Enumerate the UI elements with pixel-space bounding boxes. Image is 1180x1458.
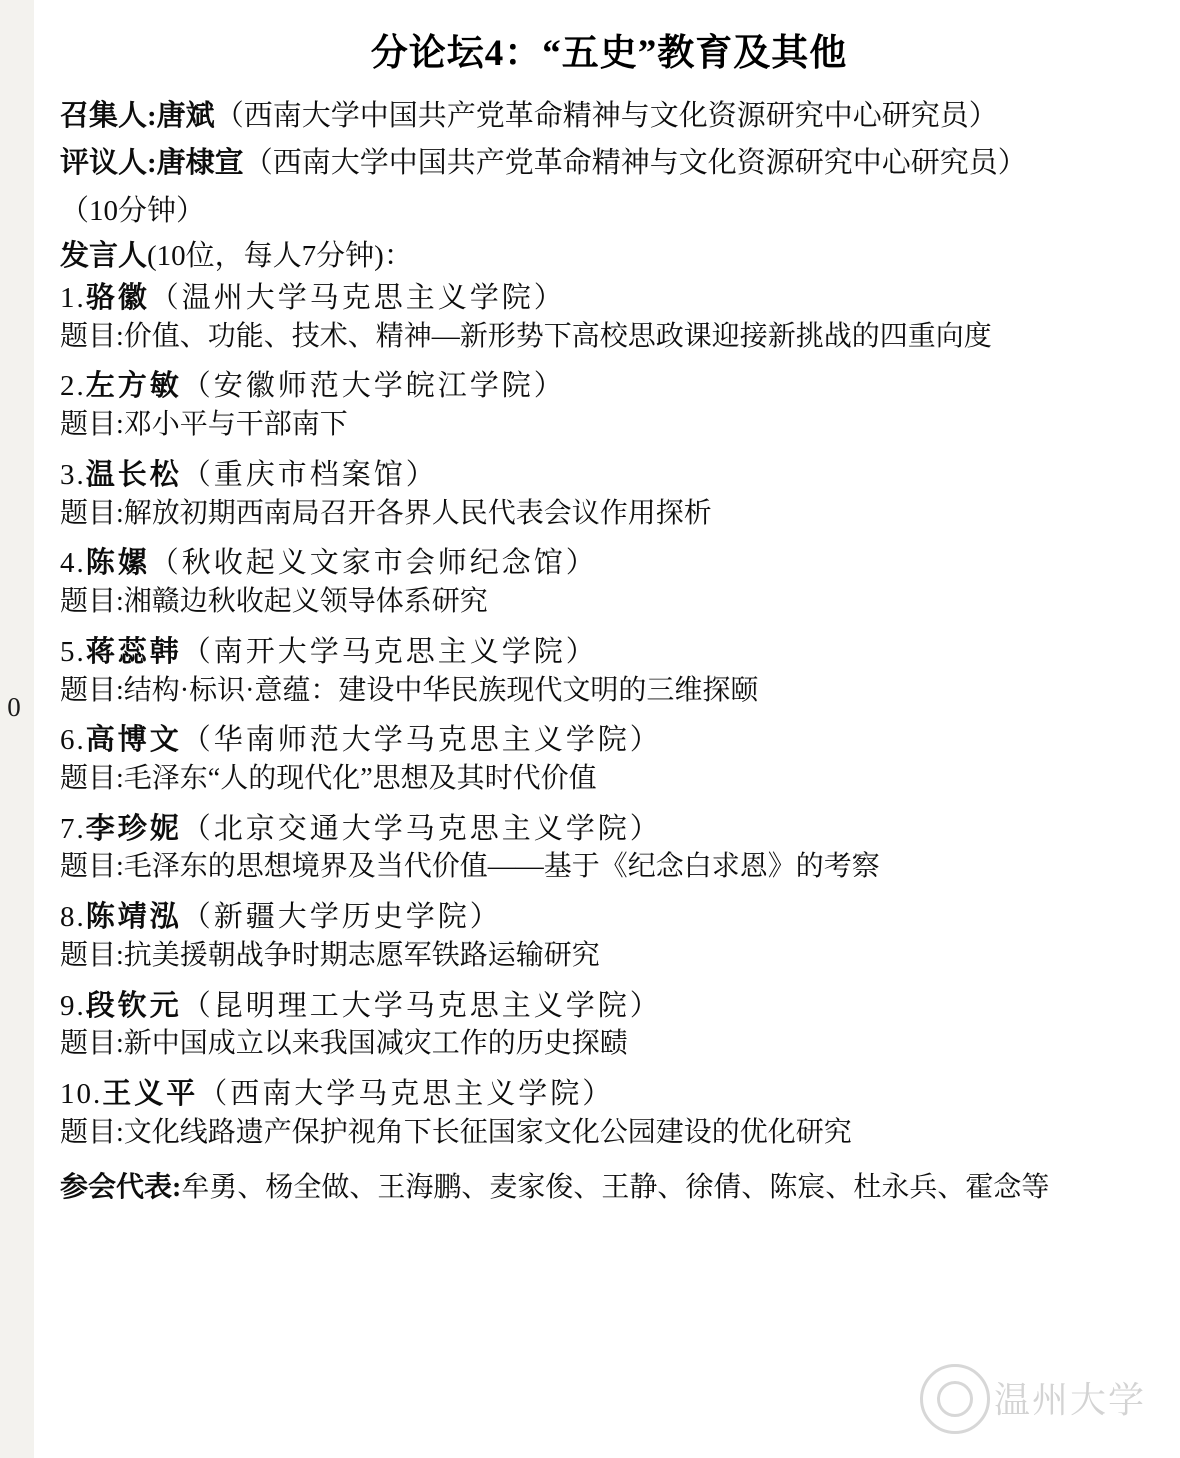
speaker-header [60, 722, 1158, 760]
convener-affiliation: （西南大学中国共产党革命精神与文化资源研究中心研究员） [214, 100, 998, 132]
speaker-entry [60, 811, 1158, 886]
paper-label: 题目: [60, 939, 124, 971]
paper-label: 题目: [60, 320, 124, 352]
speaker-paper-line [60, 937, 1158, 975]
speaker-entry [60, 722, 1158, 797]
speaker-entry [60, 1076, 1158, 1151]
paper-title: 解放初期西南局召开各界人民代表会议作用探析 [123, 497, 712, 529]
speaker-index: 8. [60, 901, 86, 934]
commentator-affiliation: （西南大学中国共产党革命精神与文化资源研究中心研究员） [243, 146, 1027, 179]
page-number: 0 [7, 692, 21, 722]
paper-label: 题目: [60, 409, 124, 441]
commentator-line [60, 141, 1158, 186]
speakers-heading [60, 233, 1158, 274]
paper-label: 题目: [60, 674, 124, 706]
paper-title: 新中国成立以来我国减灾工作的历史探赜 [123, 1028, 628, 1060]
speaker-index: 5. [60, 635, 86, 668]
convener-line [60, 94, 1158, 139]
speaker-index: 6. [60, 724, 86, 757]
speakers-heading-lead: 发言人 [60, 239, 148, 272]
speaker-paper-line [60, 583, 1158, 621]
speaker-index: 9. [60, 989, 86, 1022]
attendees-line [60, 1165, 1158, 1205]
speaker-name: 李珍妮 [85, 812, 182, 845]
speaker-index: 1. [60, 281, 86, 314]
speaker-entry [60, 280, 1158, 355]
paper-label: 题目: [60, 1116, 124, 1148]
speaker-header [60, 988, 1158, 1026]
paper-label: 题目: [60, 762, 124, 794]
speaker-header [60, 811, 1158, 849]
speaker-index: 2. [60, 370, 86, 403]
speaker-entry [60, 545, 1158, 620]
speaker-header [60, 280, 1158, 318]
speaker-name: 温长松 [85, 458, 182, 491]
paper-label: 题目: [60, 851, 124, 883]
convener-label: 召集人: [60, 100, 157, 132]
speaker-org: （安徽师范大学皖江学院） [181, 370, 566, 403]
document-sheet [34, 0, 1180, 1458]
speaker-org: （北京交通大学马克思主义学院） [181, 812, 662, 845]
speaker-org: （秋收起义文家市会师纪念馆） [149, 547, 598, 580]
speaker-org: （新疆大学历史学院） [181, 901, 502, 934]
speaker-index: 4. [60, 547, 86, 580]
speaker-org: （温州大学马克思主义学院） [149, 281, 566, 314]
comment-duration: （10分钟） [60, 194, 206, 227]
speaker-paper-line [60, 406, 1158, 444]
speaker-paper-line [60, 318, 1158, 356]
speaker-header [60, 457, 1158, 495]
speaker-entry [60, 634, 1158, 709]
speaker-header [60, 899, 1158, 937]
attendees-label: 参会代表: [60, 1171, 182, 1203]
speaker-name: 蒋蕊韩 [85, 635, 182, 668]
speaker-header [60, 545, 1158, 583]
page-title: 分论坛4：“五史”教育及其他 [370, 33, 848, 74]
speaker-org: （重庆市档案馆） [181, 458, 438, 491]
speaker-header [60, 1076, 1158, 1114]
paper-title: 文化线路遗产保护视角下长征国家文化公园建设的优化研究 [123, 1116, 852, 1148]
speaker-org: （昆明理工大学马克思主义学院） [181, 989, 662, 1022]
speaker-entry [60, 988, 1158, 1063]
paper-title: 价值、功能、技术、精神—新形势下高校思政课迎接新挑战的四重向度 [123, 320, 992, 352]
speaker-paper-line [60, 1114, 1158, 1152]
paper-title: 毛泽东的思想境界及当代价值——基于《纪念白求恩》的考察 [123, 851, 880, 883]
speaker-name: 陈嫘 [85, 547, 150, 580]
speaker-entry [60, 368, 1158, 443]
page-margin-strip [0, 0, 34, 1458]
paper-label: 题目: [60, 497, 124, 529]
speaker-index: 10. [60, 1078, 103, 1111]
commentator-label: 评议人: [60, 146, 157, 179]
speaker-header [60, 368, 1158, 406]
speaker-paper-line [60, 672, 1158, 710]
speaker-name: 陈靖泓 [85, 901, 182, 934]
speaker-entry [60, 457, 1158, 532]
paper-label: 题目: [60, 586, 124, 618]
attendees-names: 牟勇、杨全做、王海鹏、麦家俊、王静、徐倩、陈宸、杜永兵、霍念等 [181, 1171, 1050, 1203]
paper-label: 题目: [60, 1028, 124, 1060]
speaker-org: （华南师范大学马克思主义学院） [181, 724, 662, 757]
speaker-paper-line [60, 495, 1158, 533]
paper-title: 邓小平与干部南下 [123, 409, 348, 441]
speaker-index: 3. [60, 458, 86, 491]
paper-title: 结构·标识·意蕴：建设中华民族现代文明的三维探颐 [123, 674, 759, 706]
speaker-name: 段钦元 [85, 989, 182, 1022]
speaker-paper-line [60, 1025, 1158, 1063]
speaker-header [60, 634, 1158, 672]
speaker-name: 左方敏 [85, 370, 182, 403]
speaker-name: 高博文 [85, 724, 182, 757]
paper-title: 毛泽东“人的现代化”思想及其时代价值 [123, 762, 597, 794]
paper-title: 抗美援朝战争时期志愿军铁路运输研究 [123, 939, 600, 971]
speaker-name: 骆徽 [85, 281, 150, 314]
speaker-entry [60, 899, 1158, 974]
paper-title: 湘赣边秋收起义领导体系研究 [123, 586, 488, 618]
convener-name: 唐斌 [156, 100, 215, 132]
speaker-index: 7. [60, 812, 86, 845]
commentator-name: 唐棣宣 [156, 146, 244, 179]
watermark-text: 温州大学 [994, 1380, 1147, 1420]
speaker-paper-line [60, 760, 1158, 798]
speaker-org: （南开大学马克思主义学院） [181, 635, 598, 668]
speaker-org: （西南大学马克思主义学院） [198, 1078, 615, 1111]
speaker-name: 王义平 [102, 1078, 199, 1111]
speaker-paper-line [60, 848, 1158, 886]
speakers-heading-detail: (10位，每人7分钟)： [147, 239, 413, 272]
